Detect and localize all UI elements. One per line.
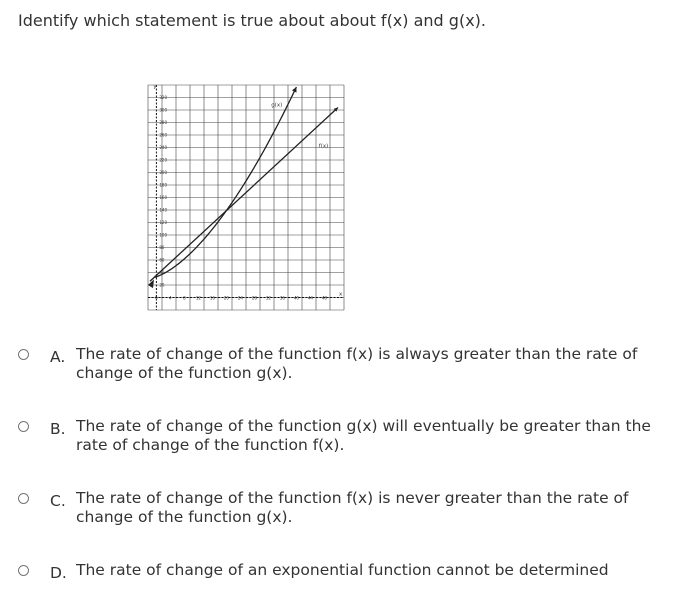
y-tick-label: 220 xyxy=(159,157,168,163)
y-tick-label: 180 xyxy=(159,182,168,188)
y-tick-label: 320 xyxy=(159,95,168,100)
choice-b-text: The rate of change of the function g(x) will eventually be greater than the rate of change of the function f(x). xyxy=(76,417,651,454)
g-label: g(x) xyxy=(271,102,283,109)
x-tick-label: 4 xyxy=(169,295,172,301)
x-tick-label: 40 xyxy=(293,295,299,301)
x-tick-label: 28 xyxy=(251,295,257,301)
y-tick-label: 20 xyxy=(159,282,165,288)
choice-c-text: The rate of change of the function f(x) is never greater than the rate of change of the function g(x). xyxy=(76,489,629,526)
y-tick-label: 300 xyxy=(159,107,168,113)
graph-grid xyxy=(148,85,344,310)
x-tick-label: 20 xyxy=(223,295,229,301)
x-tick-label: 44 xyxy=(307,295,313,301)
choice-d-text: The rate of change of an exponential function cannot be determined xyxy=(76,561,609,579)
y-tick-label: 100 xyxy=(159,232,168,238)
y-tick-labels xyxy=(159,95,167,288)
choice-b-letter: B. xyxy=(50,420,66,438)
x-tick-label: 36 xyxy=(279,295,285,301)
graph-svg xyxy=(140,80,350,315)
x-axis-label: x xyxy=(339,291,343,298)
curve-g xyxy=(154,87,296,278)
choice-c-radio[interactable] xyxy=(18,493,29,504)
x-tick-label: 32 xyxy=(265,295,271,301)
y-tick-label: 80 xyxy=(159,245,165,250)
y-tick-label: 40 xyxy=(159,270,165,275)
choice-c-letter: C. xyxy=(50,492,66,510)
choice-b-radio[interactable] xyxy=(18,421,29,432)
choice-b[interactable] xyxy=(18,417,683,457)
y-tick-label: 160 xyxy=(159,195,168,200)
y-tick-label: 140 xyxy=(159,207,168,213)
x-tick-label: 12 xyxy=(195,295,201,301)
function-graph xyxy=(140,80,350,315)
x-tick-label: 0 xyxy=(155,295,158,301)
x-tick-label: 16 xyxy=(209,295,215,301)
y-tick-label: 200 xyxy=(159,170,168,175)
y-tick-label: 120 xyxy=(159,220,168,225)
choice-d[interactable] xyxy=(18,561,683,583)
y-tick-label: 260 xyxy=(159,132,168,138)
y-axis-label: y xyxy=(153,84,157,90)
choice-c[interactable] xyxy=(18,489,683,529)
choice-a-text: The rate of change of the function f(x) is always greater than the rate of change of the function g(x). xyxy=(76,345,638,382)
line-f xyxy=(150,108,338,282)
x-tick-label: 24 xyxy=(237,295,243,301)
choice-d-letter: D. xyxy=(50,564,67,582)
y-tick-label: 280 xyxy=(159,120,168,125)
choice-d-radio[interactable] xyxy=(18,565,29,576)
question-text: Identify which statement is true about about f(x) and g(x). xyxy=(18,11,486,30)
f-label: f(x) xyxy=(318,143,329,150)
y-tick-label: 60 xyxy=(159,257,165,263)
choice-a-radio[interactable] xyxy=(18,349,29,360)
choice-a-letter: A. xyxy=(50,348,66,366)
choice-a[interactable] xyxy=(18,345,683,385)
x-tick-label: 8 xyxy=(183,295,186,301)
y-tick-label: 240 xyxy=(159,145,168,150)
x-tick-label: 48 xyxy=(321,295,327,301)
